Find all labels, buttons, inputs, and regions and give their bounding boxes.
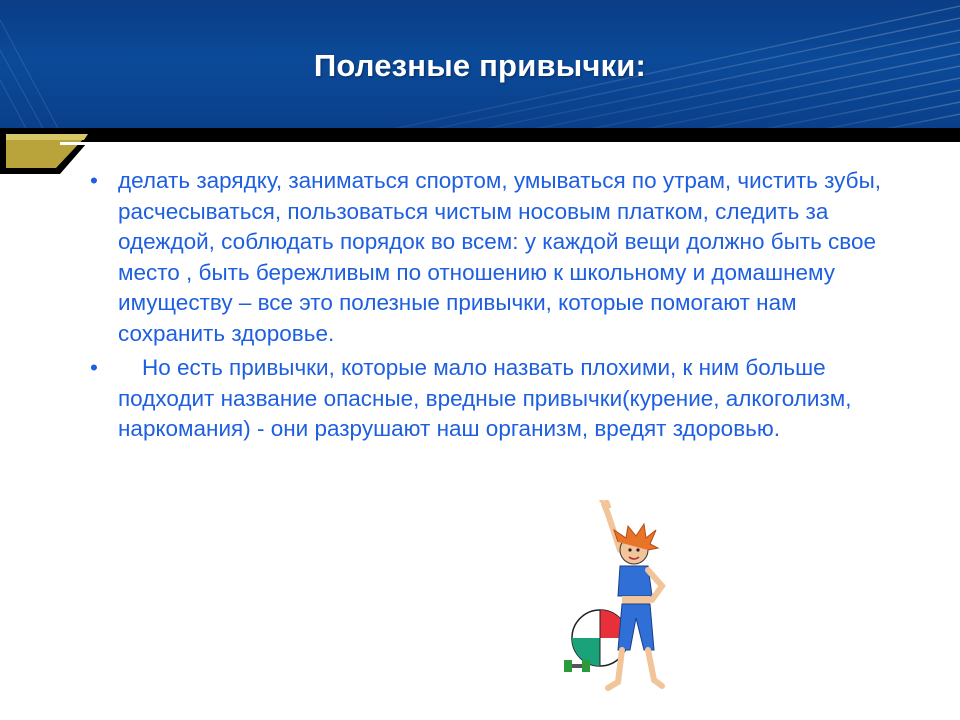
slide-header	[0, 0, 960, 132]
bullet-item-bad-habits	[88, 353, 903, 445]
bullet-text: делать зарядку, заниматься спортом, умываться по утрам, чистить зубы, расчесываться, пользоваться чистым носовым платком, следить за одеждой, соблюдать порядок во всем: у каждой вещи должно быть свое место , быть бережливым по отношению к школьному и домашнему имуществу – все это полезные привычки, которые помогают нам сохранить здоровье.	[118, 168, 881, 346]
bullet-text: Но есть привычки, которые мало назвать плохими, к ним больше подходит название опасные, вредные привычки(курение, алкоголизм, наркомания) - они разрушают наш организм, вредят здоровью.	[118, 355, 852, 441]
exercising-child-with-ball-icon	[548, 500, 698, 700]
bullet-list	[88, 166, 903, 449]
bullet-item-good-habits	[88, 166, 903, 349]
slide-title: Полезные привычки:	[313, 48, 647, 83]
bullet-marker: •	[90, 355, 98, 380]
bullet-marker: •	[90, 168, 98, 193]
